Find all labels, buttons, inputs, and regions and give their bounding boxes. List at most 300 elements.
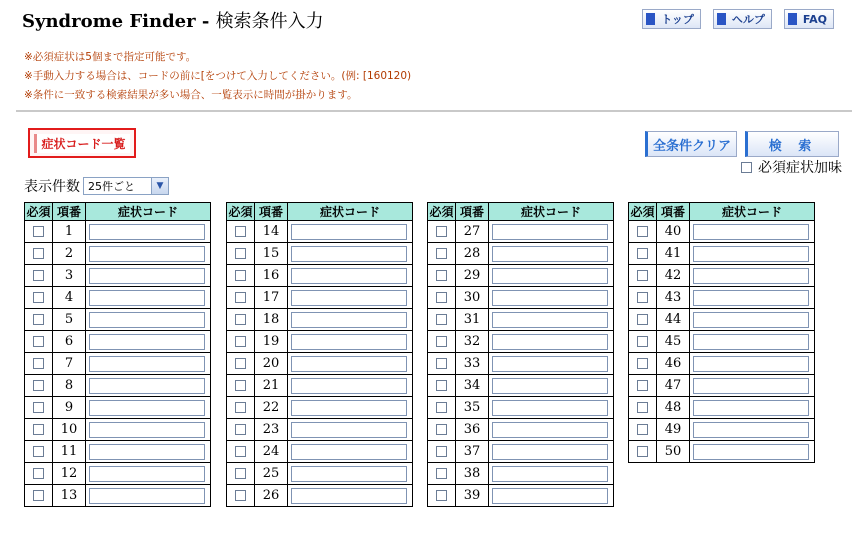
required-checkbox[interactable] [436,270,447,281]
table-row [428,309,614,331]
code-cell [489,287,614,309]
symptom-code-input[interactable] [693,246,809,262]
table-row [428,397,614,419]
nav-faq-button[interactable] [784,9,834,29]
table-row [428,221,614,243]
table-row [227,265,413,287]
row-number: 18 [255,309,288,331]
symptom-code-input[interactable] [291,224,407,240]
required-cell [629,309,657,331]
row-number: 22 [255,397,288,419]
notice-line: ※必須症状は5個まで指定可能です。 [24,51,197,63]
required-checkbox[interactable] [637,314,648,325]
row-number: 41 [657,243,690,265]
row-number: 7 [53,353,86,375]
table-row [25,287,211,309]
code-cell [690,375,815,397]
code-cell [86,265,211,287]
required-cell [25,331,53,353]
required-cell [25,309,53,331]
symptom-code-input[interactable] [89,400,205,416]
row-number: 50 [657,441,690,463]
row-number: 37 [456,441,489,463]
symptom-code-input[interactable] [89,356,205,372]
required-checkbox[interactable] [33,226,44,237]
required-checkbox[interactable] [33,292,44,303]
required-cell [227,485,255,507]
required-checkbox[interactable] [436,424,447,435]
code-cell [86,441,211,463]
row-number: 25 [255,463,288,485]
col-header-number: 項番 [456,203,489,221]
row-number: 30 [456,287,489,309]
search-button[interactable] [745,131,839,157]
symptom-code-input[interactable] [291,334,407,350]
required-checkbox[interactable] [235,468,246,479]
nav-top-button[interactable] [642,9,701,29]
row-number: 12 [53,463,86,485]
required-checkbox[interactable] [235,226,246,237]
required-checkbox[interactable] [637,248,648,259]
row-number: 15 [255,243,288,265]
required-checkbox[interactable] [637,424,648,435]
symptom-code-input[interactable] [492,246,608,262]
symptom-code-input[interactable] [492,466,608,482]
col-header-number: 項番 [255,203,288,221]
chevron-down-icon: ▼ [151,178,168,194]
required-cell [428,441,456,463]
required-cell [227,441,255,463]
required-cell [25,243,53,265]
required-checkbox[interactable] [436,358,447,369]
row-number: 40 [657,221,690,243]
nav-square-icon [646,13,655,25]
required-checkbox[interactable] [33,314,44,325]
col-header-code: 症状コード [690,203,815,221]
title-separator: - [195,11,216,32]
row-number: 20 [255,353,288,375]
code-cell [489,221,614,243]
symptom-code-input[interactable] [291,422,407,438]
symptom-code-input[interactable] [492,378,608,394]
code-cell [288,353,413,375]
required-cell [25,419,53,441]
row-number: 49 [657,419,690,441]
symptom-code-input[interactable] [89,378,205,394]
required-cell [25,397,53,419]
symptom-code-input[interactable] [492,312,608,328]
notice-line: ※条件に一致する検索結果が多い場合、一覧表示に時間が掛かります。 [24,89,358,101]
required-cell [25,287,53,309]
app-title: Syndrome Finder [22,11,196,32]
col-header-code: 症状コード [86,203,211,221]
required-checkbox[interactable] [235,292,246,303]
divider [16,110,852,112]
row-number: 5 [53,309,86,331]
required-cell [25,441,53,463]
symptom-table-1 [24,202,211,507]
symptom-code-input[interactable] [89,246,205,262]
symptom-code-input[interactable] [291,378,407,394]
table-row [428,419,614,441]
required-cell [25,375,53,397]
code-cell [489,397,614,419]
table-row [25,221,211,243]
code-cell [288,331,413,353]
col-header-required: 必須 [227,203,255,221]
symptom-code-list-label: 症状コード一覧 [34,134,129,153]
row-number: 27 [456,221,489,243]
table-row [227,441,413,463]
row-number: 28 [456,243,489,265]
row-number: 1 [53,221,86,243]
required-cell [428,243,456,265]
row-number: 34 [456,375,489,397]
code-cell [690,353,815,375]
required-cell [629,265,657,287]
required-checkbox[interactable] [235,424,246,435]
code-cell [489,265,614,287]
required-symptom-option [741,157,842,177]
code-cell [489,441,614,463]
code-cell [288,463,413,485]
row-number: 47 [657,375,690,397]
required-cell [428,221,456,243]
code-cell [86,485,211,507]
code-cell [86,331,211,353]
table-row [428,331,614,353]
nav-help-label: ヘルプ [731,13,765,26]
code-cell [288,419,413,441]
required-checkbox[interactable] [33,336,44,347]
symptom-code-input[interactable] [89,224,205,240]
symptom-code-input[interactable] [89,488,205,504]
required-cell [227,353,255,375]
required-checkbox[interactable] [235,446,246,457]
code-cell [690,221,815,243]
page-subtitle: 検索条件入力 [215,11,324,32]
notice-line: ※手動入力する場合は、コードの前に[をつけて入力してください。(例: [160120) [24,70,412,82]
code-cell [86,243,211,265]
required-checkbox[interactable] [235,336,246,347]
symptom-code-input[interactable] [492,444,608,460]
symptom-code-input[interactable] [291,356,407,372]
code-cell [489,309,614,331]
symptom-code-input[interactable] [89,422,205,438]
symptom-code-input[interactable] [492,400,608,416]
required-checkbox[interactable] [436,314,447,325]
table-row [428,287,614,309]
row-number: 45 [657,331,690,353]
table-row [25,463,211,485]
symptom-code-input[interactable] [492,268,608,284]
table-row [629,419,815,441]
table-row [428,441,614,463]
symptom-code-input[interactable] [693,378,809,394]
symptom-code-input[interactable] [693,422,809,438]
code-cell [690,419,815,441]
required-checkbox[interactable] [33,490,44,501]
required-checkbox[interactable] [436,446,447,457]
code-cell [288,287,413,309]
required-cell [227,287,255,309]
code-cell [86,309,211,331]
required-cell [227,331,255,353]
row-number: 44 [657,309,690,331]
nav-faq-label: FAQ [802,12,827,26]
per-page-label: 表示件数 [24,179,80,195]
row-number: 26 [255,485,288,507]
required-cell [629,375,657,397]
table-row [227,331,413,353]
required-checkbox[interactable] [235,314,246,325]
required-cell [25,463,53,485]
symptom-code-input[interactable] [492,356,608,372]
required-checkbox[interactable] [637,292,648,303]
col-header-code: 症状コード [489,203,614,221]
symptom-code-input[interactable] [291,444,407,460]
code-cell [288,265,413,287]
symptom-code-input[interactable] [89,290,205,306]
code-cell [489,375,614,397]
required-checkbox[interactable] [235,402,246,413]
table-row [629,331,815,353]
table-row [25,309,211,331]
required-checkbox[interactable] [235,270,246,281]
required-checkbox[interactable] [33,248,44,259]
required-checkbox[interactable] [637,380,648,391]
row-number: 29 [456,265,489,287]
code-cell [86,463,211,485]
required-checkbox[interactable] [436,248,447,259]
symptom-code-input[interactable] [492,290,608,306]
nav-square-icon [788,13,797,25]
symptom-code-input[interactable] [693,290,809,306]
table-row [227,397,413,419]
symptom-code-input[interactable] [693,356,809,372]
table-row [227,375,413,397]
required-cell [629,221,657,243]
row-number: 9 [53,397,86,419]
search-label: 検 索 [768,138,818,154]
row-number: 21 [255,375,288,397]
symptom-code-input[interactable] [291,488,407,504]
code-cell [288,441,413,463]
table-row [629,265,815,287]
table-row [629,441,815,463]
symptom-code-input[interactable] [89,312,205,328]
code-cell [86,419,211,441]
notice-block [24,48,411,105]
required-checkbox[interactable] [637,336,648,347]
required-checkbox[interactable] [436,490,447,501]
symptom-code-input[interactable] [492,334,608,350]
required-checkbox[interactable] [436,226,447,237]
symptom-code-input[interactable] [291,268,407,284]
row-number: 35 [456,397,489,419]
required-checkbox[interactable] [235,380,246,391]
required-cell [227,375,255,397]
code-cell [489,463,614,485]
row-number: 6 [53,331,86,353]
row-number: 33 [456,353,489,375]
symptom-code-input[interactable] [693,268,809,284]
required-cell [428,287,456,309]
table-row [428,463,614,485]
required-checkbox[interactable] [33,424,44,435]
required-checkbox[interactable] [637,446,648,457]
row-number: 14 [255,221,288,243]
code-cell [288,309,413,331]
code-cell [690,441,815,463]
table-row [629,397,815,419]
required-checkbox[interactable] [637,402,648,413]
required-cell [25,265,53,287]
symptom-code-input[interactable] [291,290,407,306]
row-number: 36 [456,419,489,441]
row-number: 46 [657,353,690,375]
required-checkbox[interactable] [33,380,44,391]
required-cell [629,331,657,353]
required-cell [227,397,255,419]
symptom-code-input[interactable] [89,466,205,482]
required-checkbox[interactable] [436,380,447,391]
symptom-table-4 [628,202,815,463]
per-page-select[interactable] [83,177,169,195]
symptom-code-input[interactable] [492,224,608,240]
row-number: 48 [657,397,690,419]
required-symptom-label: 必須症状加味 [758,160,842,176]
symptom-code-input[interactable] [89,444,205,460]
table-row [25,265,211,287]
required-cell [629,419,657,441]
row-number: 16 [255,265,288,287]
required-checkbox[interactable] [235,358,246,369]
symptom-code-input[interactable] [291,400,407,416]
required-cell [629,243,657,265]
code-cell [86,375,211,397]
row-number: 32 [456,331,489,353]
required-cell [227,309,255,331]
row-number: 24 [255,441,288,463]
table-row [25,485,211,507]
row-number: 3 [53,265,86,287]
required-checkbox[interactable] [235,248,246,259]
code-cell [86,397,211,419]
clear-all-button[interactable] [645,131,737,157]
col-header-number: 項番 [657,203,690,221]
symptom-code-input[interactable] [693,400,809,416]
table-row [227,221,413,243]
required-cell [25,353,53,375]
required-checkbox[interactable] [33,358,44,369]
code-cell [288,243,413,265]
table-row [428,375,614,397]
nav-help-button[interactable] [713,9,772,29]
symptom-code-input[interactable] [89,334,205,350]
required-checkbox[interactable] [637,358,648,369]
required-checkbox[interactable] [33,402,44,413]
per-page-control [24,176,169,196]
col-header-required: 必須 [428,203,456,221]
symptom-code-input[interactable] [89,268,205,284]
required-checkbox[interactable] [436,402,447,413]
required-cell [428,485,456,507]
code-cell [288,375,413,397]
symptom-code-input[interactable] [693,224,809,240]
symptom-code-input[interactable] [291,246,407,262]
table-row [629,221,815,243]
required-checkbox[interactable] [436,468,447,479]
required-checkbox[interactable] [33,446,44,457]
symptom-code-input[interactable] [693,444,809,460]
required-checkbox[interactable] [637,226,648,237]
symptom-code-input[interactable] [693,312,809,328]
symptom-code-input[interactable] [492,488,608,504]
code-cell [489,331,614,353]
symptom-code-input[interactable] [291,466,407,482]
code-cell [489,353,614,375]
table-row [25,419,211,441]
row-number: 39 [456,485,489,507]
table-row [227,419,413,441]
col-header-required: 必須 [629,203,657,221]
required-cell [227,463,255,485]
table-row [25,397,211,419]
row-number: 31 [456,309,489,331]
nav-square-icon [717,13,726,25]
required-checkbox[interactable] [235,490,246,501]
table-row [227,243,413,265]
row-number: 42 [657,265,690,287]
required-checkbox[interactable] [33,468,44,479]
required-cell [25,221,53,243]
required-symptom-checkbox[interactable] [741,162,752,173]
clear-all-label: 全条件クリア [652,138,731,154]
table-row [25,441,211,463]
action-buttons [645,131,839,157]
top-nav [642,9,834,29]
symptom-code-input[interactable] [492,422,608,438]
symptom-table-3 [427,202,614,507]
code-cell [489,485,614,507]
code-cell [690,265,815,287]
symptom-code-list-button[interactable] [28,128,136,158]
table-row [629,309,815,331]
code-cell [288,485,413,507]
required-cell [629,441,657,463]
table-row [227,309,413,331]
required-checkbox[interactable] [33,270,44,281]
required-checkbox[interactable] [637,270,648,281]
col-header-required: 必須 [25,203,53,221]
required-cell [428,375,456,397]
symptom-code-input[interactable] [693,334,809,350]
row-number: 4 [53,287,86,309]
table-row [227,463,413,485]
code-cell [86,287,211,309]
required-checkbox[interactable] [436,292,447,303]
required-cell [227,221,255,243]
table-row [428,485,614,507]
symptom-code-input[interactable] [291,312,407,328]
col-header-number: 項番 [53,203,86,221]
code-cell [489,243,614,265]
table-row [629,375,815,397]
required-cell [227,265,255,287]
per-page-value: 25件ごと [88,180,135,193]
required-checkbox[interactable] [436,336,447,347]
